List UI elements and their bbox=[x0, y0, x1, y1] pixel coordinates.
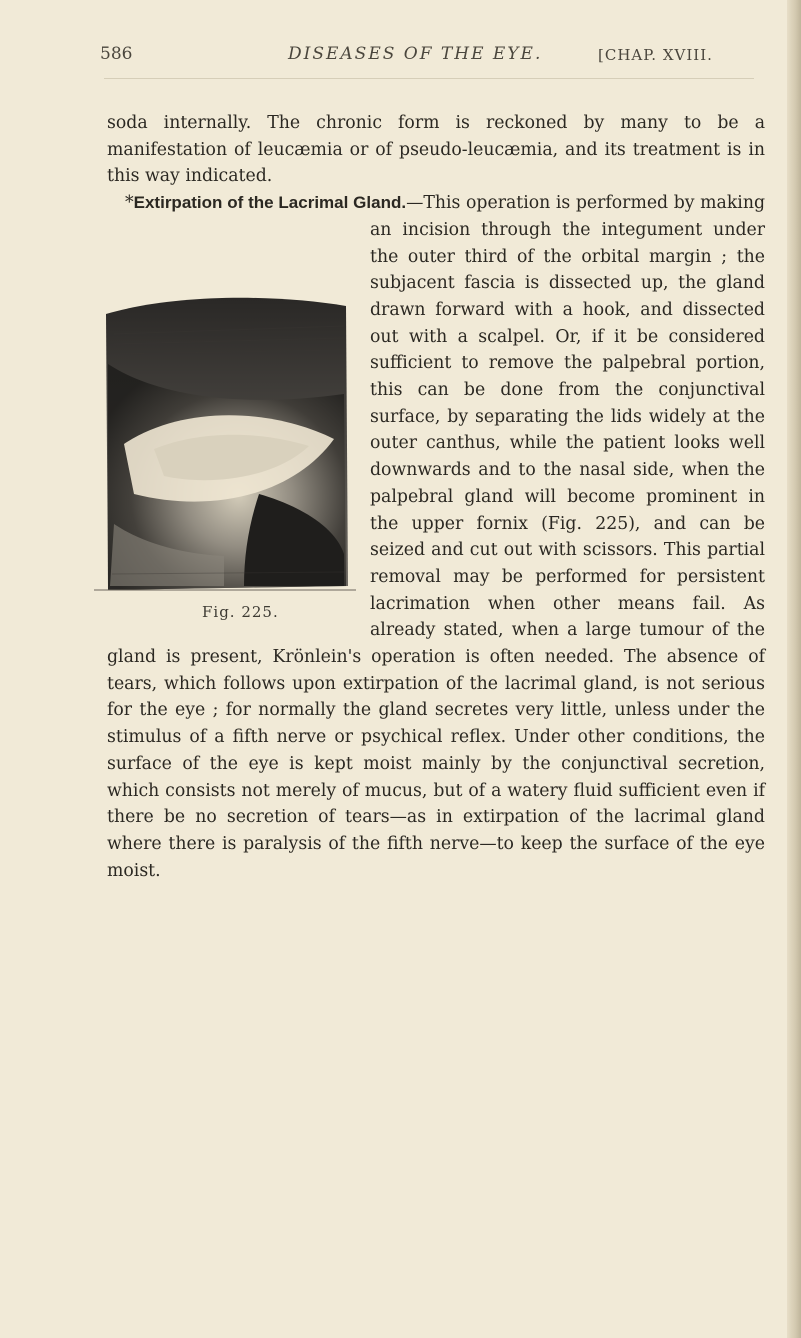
running-head bbox=[100, 44, 760, 74]
footnote-marker: * bbox=[125, 193, 134, 214]
book-title: DISEASES OF THE EYE. bbox=[288, 44, 543, 64]
header-rule bbox=[104, 78, 754, 79]
figure-225 bbox=[94, 194, 356, 632]
paragraph-1: soda internally. The chronic form is reckoned by many to be a manifestation of leucæmia or of pseudo-leucæmia, and its treatment is in this way indicated. bbox=[107, 113, 765, 187]
paragraph-2-body bbox=[107, 193, 765, 881]
page-number: 586 bbox=[100, 44, 133, 64]
eye-illustration bbox=[94, 194, 356, 594]
paragraph-2-text: —This operation is performed by making an incision through the integument under the outer third of the orbital margin ; the subjacent fascia is dissected up, the gland drawn forward with a hook, and dissected out with a scalpel. Or, if it be considered sufficient to remove the palpebral portion, this can be done from the conjunctival surface, by separating the lids widely at the outer canthus, while the patient looks well downwards and to the nasal side, when the palpebral gland will become prominent in the upper fornix (Fig. 225), and can be seized and cut out with scissors. This partial removal may be performed for persistent lacrimation when other means fail. As already stated, when a large tumour of the gland is present, Krönlein's operation is often needed. The absence of tears, which follows upon extirpation of the lacrimal gland, is not serious for the eye ; for normally the gland secretes very little, unless under the stimulus of a fifth nerve or psychical reflex. Under other conditions, the surface of the eye is kept moist mainly by the conjunctival secretion, which consists not merely of mucus, but of a watery fluid sufficient even if there be no secretion of tears—as in extirpation of the lacrimal gland where there is paralysis of the fifth nerve—to keep the surface of the eye moist. bbox=[107, 193, 766, 881]
section-heading: Extirpation of the Lacrimal Gland. bbox=[133, 193, 407, 213]
paragraph-2 bbox=[107, 190, 765, 884]
page-edge bbox=[787, 0, 801, 1338]
figure-caption: Fig. 225. bbox=[202, 603, 279, 622]
body-text bbox=[107, 110, 765, 884]
chapter-reference: [CHAP. XVIII. bbox=[598, 46, 713, 64]
